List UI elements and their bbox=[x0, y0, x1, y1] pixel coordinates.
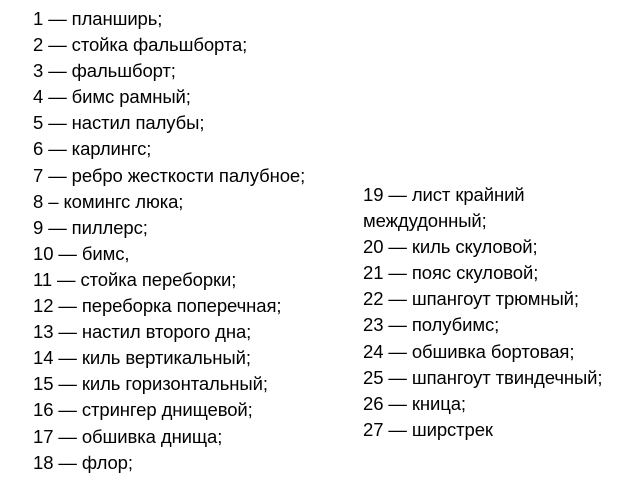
legend-item: 9 — пиллерс; bbox=[33, 216, 148, 238]
legend-item: 13 — настил второго дна; bbox=[33, 321, 252, 343]
legend-item: 25 — шпангоут твиндечный; bbox=[363, 366, 603, 388]
legend-item: 12 — переборка поперечная; bbox=[33, 295, 282, 317]
legend-column-right bbox=[363, 182, 633, 443]
legend-item: 17 — обшивка днища; bbox=[33, 425, 223, 447]
legend-item: 4 — бимс рамный; bbox=[33, 86, 191, 108]
legend-item: 18 — флор; bbox=[33, 451, 133, 473]
legend-item: 19 — лист крайний междудонный; bbox=[363, 184, 525, 232]
legend-column-left bbox=[33, 6, 363, 476]
legend-item: 14 — киль вертикальный; bbox=[33, 347, 251, 369]
legend-item: 7 — ребро жесткости палубное; bbox=[33, 164, 306, 186]
legend-item: 5 — настил палубы; bbox=[33, 112, 205, 134]
legend-item: 1 — планширь; bbox=[33, 8, 163, 29]
legend-item: 20 — киль скуловой; bbox=[363, 236, 538, 258]
legend-item: 24 — обшивка бортовая; bbox=[363, 340, 575, 362]
legend-item: 6 — карлингс; bbox=[33, 138, 152, 160]
legend-item: 10 — бимс, bbox=[33, 242, 130, 264]
legend-item: 22 — шпангоут трюмный; bbox=[363, 288, 579, 310]
legend-item: 2 — стойка фальшборта; bbox=[33, 34, 248, 56]
legend-item: 15 — киль горизонтальный; bbox=[33, 373, 268, 395]
legend-item: 21 — пояс скуловой; bbox=[363, 262, 539, 284]
legend-item: 3 — фальшборт; bbox=[33, 60, 176, 82]
legend-item: 26 — кница; bbox=[363, 392, 466, 414]
legend-item: 11 — стойка переборки; bbox=[33, 268, 237, 290]
legend-item: 27 — ширстрек bbox=[363, 418, 493, 440]
legend-item: 16 — стрингер днищевой; bbox=[33, 399, 253, 421]
legend-item: 23 — полубимс; bbox=[363, 314, 500, 336]
legend-item: 8 – комингс люка; bbox=[33, 190, 184, 212]
